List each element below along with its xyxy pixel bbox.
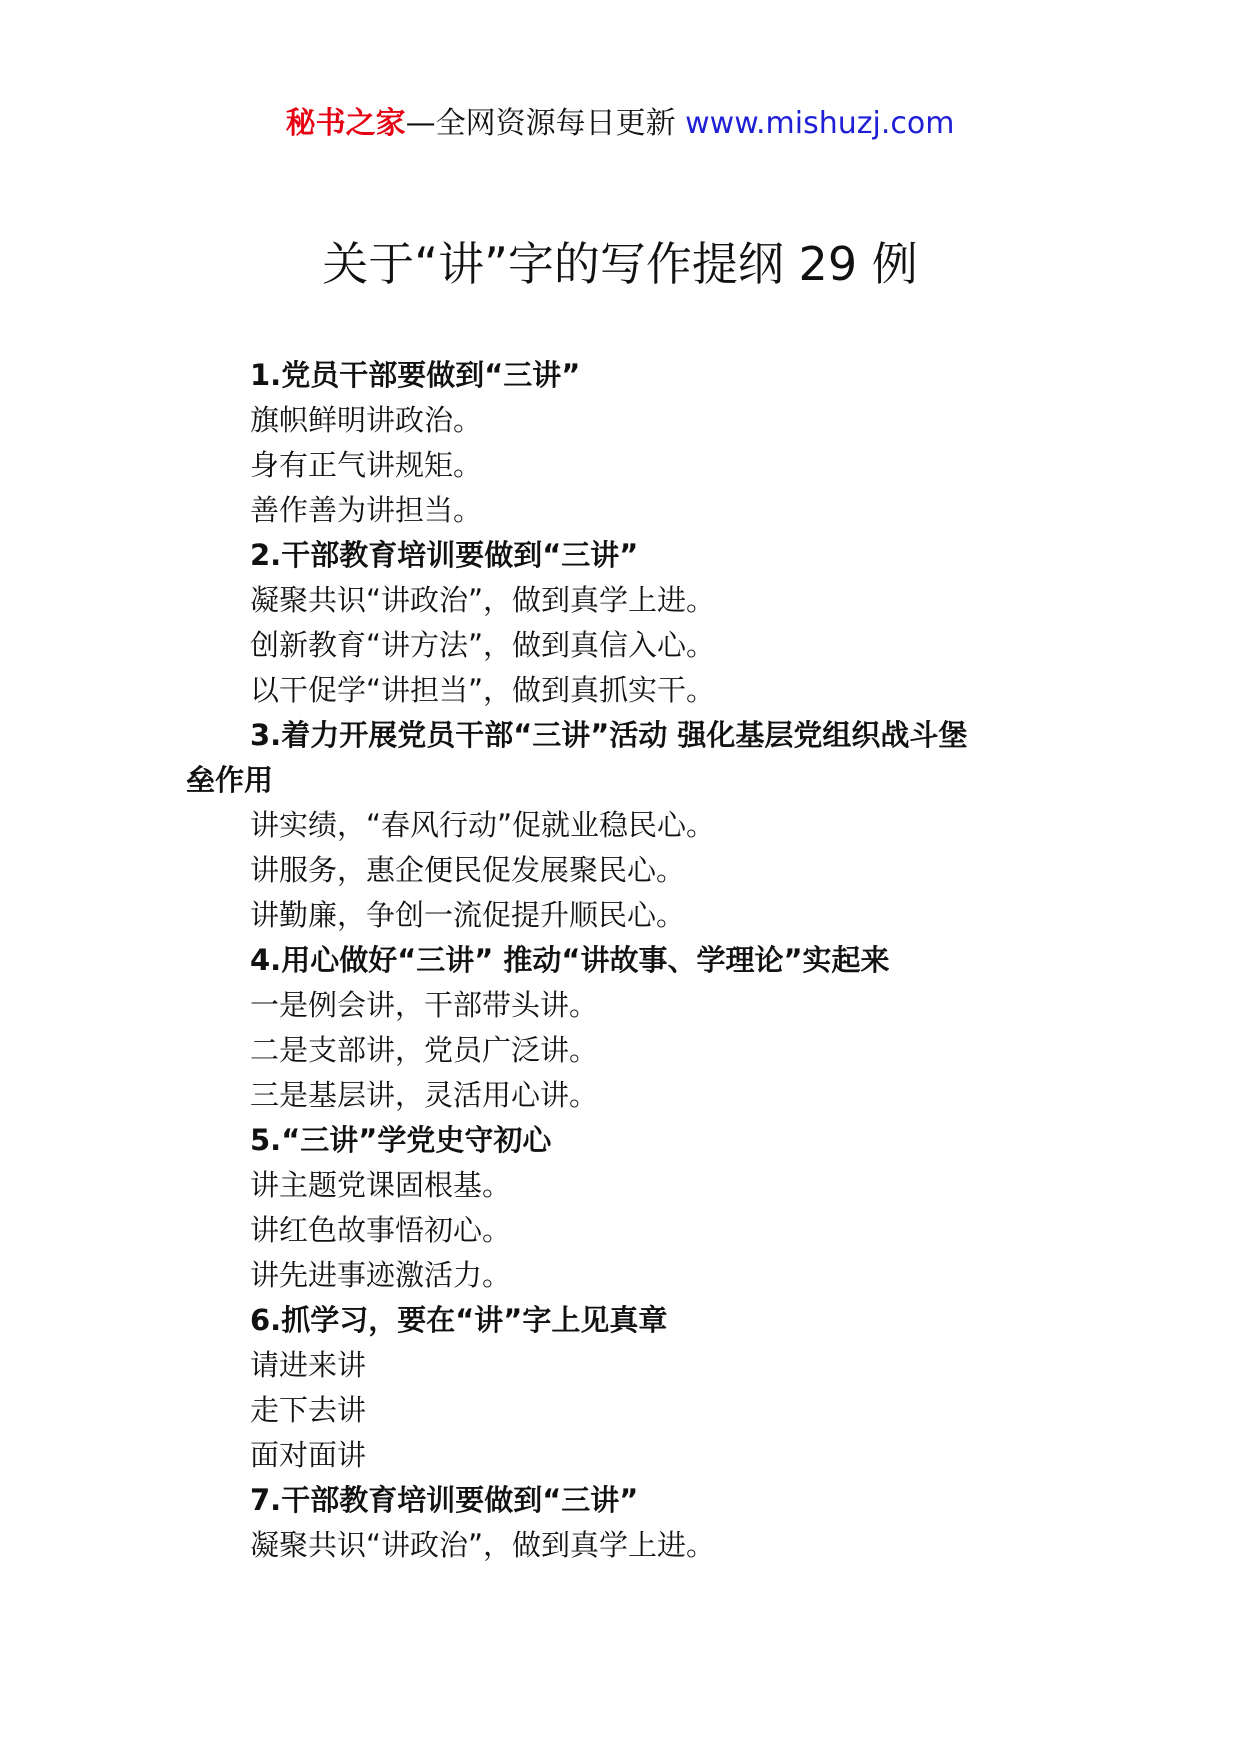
header-tagline: —全网资源每日更新 — [405, 106, 686, 141]
outline-item: 创新教育“讲方法”，做到真信入心。 — [250, 628, 716, 662]
outline-item: 讲主题党课固根基。 — [250, 1168, 512, 1202]
outline-heading: 7.干部教育培训要做到“三讲” — [250, 1483, 639, 1517]
outline-item: 旗帜鲜明讲政治。 — [250, 403, 483, 437]
site-url-link[interactable]: www.mishuzj.com — [685, 106, 955, 141]
outline-heading: 3.着力开展党员干部“三讲”活动 强化基层党组织战斗堡 — [250, 718, 968, 752]
document-title: 关于“讲”字的写作提纲 29 例 — [322, 237, 918, 291]
outline-item: 一是例会讲，干部带头讲。 — [250, 988, 599, 1022]
outline-item: 三是基层讲，灵活用心讲。 — [250, 1078, 599, 1112]
outline-item: 讲勤廉，争创一流促提升顺民心。 — [250, 898, 686, 932]
brand-name: 秘书之家 — [285, 106, 406, 141]
outline-heading: 5.“三讲”学党史守初心 — [250, 1123, 552, 1157]
outline-item: 面对面讲 — [250, 1438, 367, 1472]
outline-item: 凝聚共识“讲政治”，做到真学上进。 — [250, 1528, 716, 1562]
outline-item: 走下去讲 — [250, 1393, 367, 1427]
outline-heading: 2.干部教育培训要做到“三讲” — [250, 538, 639, 572]
outline-item: 讲先进事迹激活力。 — [250, 1258, 512, 1292]
outline-item: 请进来讲 — [250, 1348, 367, 1382]
outline-item: 讲服务，惠企便民促发展聚民心。 — [250, 853, 686, 887]
outline-body — [186, 353, 1066, 1568]
outline-heading: 4.用心做好“三讲” 推动“讲故事、学理论”实起来 — [250, 943, 890, 977]
site-header — [0, 98, 1240, 150]
outline-item: 二是支部讲，党员广泛讲。 — [250, 1033, 599, 1067]
outline-item: 讲实绩，“春风行动”促就业稳民心。 — [250, 808, 716, 842]
outline-heading: 6.抓学习，要在“讲”字上见真章 — [250, 1303, 668, 1337]
outline-heading: 垒作用 — [186, 763, 274, 797]
outline-heading: 1.党员干部要做到“三讲” — [250, 358, 581, 392]
outline-item: 讲红色故事悟初心。 — [250, 1213, 512, 1247]
outline-item: 以干促学“讲担当”，做到真抓实干。 — [250, 673, 716, 707]
outline-item: 善作善为讲担当。 — [250, 493, 483, 527]
outline-item: 身有正气讲规矩。 — [250, 448, 483, 482]
outline-item: 凝聚共识“讲政治”，做到真学上进。 — [250, 583, 716, 617]
